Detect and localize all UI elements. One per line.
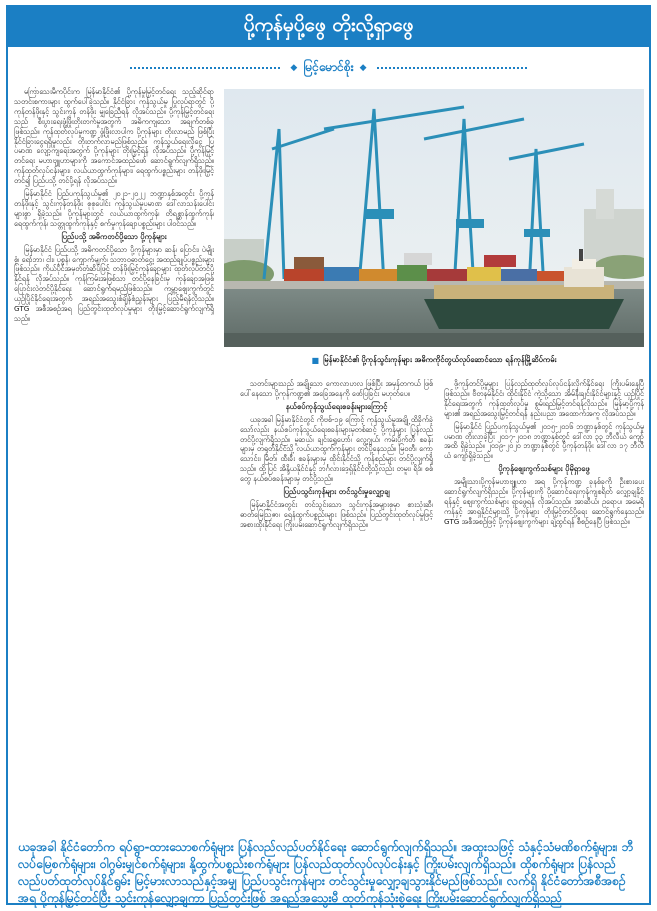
port-photo xyxy=(224,89,644,347)
section-heading: ပြည်ပသို့ အဓိကတင်ပို့သော ပို့ကုန်များ xyxy=(61,231,167,241)
headline: ပို့ကုန်မှပို့ဖွေ တိုးလို့ရှာဖွေ xyxy=(243,14,414,36)
paragraph: ယခုအခါ မြန်မာနိုင်ငံတွင် ကိုဗစ်-၁၉ ကြောင့် ကုန်သွယ်မှုအချို့ ထိခိုက်ခဲ့သော်လည်း နယ်စပ်ကုန်သွယ်ရေးစခန်းများမှတစ်ဆင့် ပို့ကုန်များ ပြန်လည်တင်ပို့လျက်ရှိသည်။ မူဆယ်၊ ချင်းရွှေဟော်၊ လွေ့ဂျယ်၊ ကမ်းပိုက်တီ စခန်းများမှ တရုတ်နိုင်ငံသို့ လယ်ယာထွက်ကုန်များ တင်ပို့နေသည်။ မြဝတီ၊ ကော့သောင်း၊ မြိတ်၊ ထီးခီး စခန်းများမှ ထိုင်းနိုင်ငံသို့ ကုန်စည်များ တင်ပို့လျက်ရှိသည်။ ထို့ပြင် အိန္ဒိယနိုင်ငံနှင့် ဘင်္ဂလားဒေ့ရှ်နိုင်ငံတို့သို့လည်း တမူး၊ ရိဒ်၊ စစ်တွေ နယ်စပ်စခန်းများမှ တင်ပို့သည်။ xyxy=(240,414,433,484)
paragraph: မြန်မာနိုင်ငံ ပြည်ပကုန်သွယ်မှု၏ ၂၀၂၁-၂၀၂၂ ဘဏ္ဍာနှစ်အတွင်း ပို့ကုန်တန်ဖိုးနှင့် သွင်းကုန်တန်ဖိုး စုစုပေါင်း ကုန်သွယ်မှုပမာဏ ဒေါ်လာသန်းပေါင်းများစွာ ရှိခဲ့သည်။ ပို့ကုန်များတွင် လယ်ယာထွက်ကုန်၊ တိရစ္ဆာန်ထွက်ကုန်၊ ရေထွက်ကုန်၊ သတ္တုထွက်ကုန်နှင့် စက်မှုကုန်ချောပစ္စည်းများ ပါဝင်သည်။ xyxy=(14,189,214,228)
photo-caption xyxy=(224,349,644,371)
byline-row xyxy=(8,57,649,79)
caption-bullet-icon: ■ xyxy=(311,355,320,365)
port-cranes-illustration xyxy=(224,89,644,347)
headline-band xyxy=(8,7,649,47)
section-heading: ပြည်ပသွင်းကုန်များ တင်သွင်းမှုလျှော့ချ xyxy=(283,487,390,497)
caption-text: မြန်မာနိုင်ငံ၏ ပို့ကုန်သွင်းကုန်များ အဓိကကိုင်တွယ်လုပ်ဆောင်သော ရန်ကုန်မြို့ဆိပ်ကမ်း xyxy=(323,354,557,364)
paragraph: မကြာသေးမီကပိုင်းက မြန်မာနိုင်ငံ၏ ပို့ကုန်မှုမြှင့်တင်ရေး သည့်ဆိုင်ရာ သတင်းစကားများ ထွက်ပေါ်ခဲ့သည်။ နိုင်ငံခြား ကုန်သွယ်မှု ပြုလုပ်ရာတွင် ပို့ကုန်တန်ဖိုးနှင့် သွင်းကုန် တန်ဖိုး မျှခြေညီရန် လိုအပ်သည်။ ပို့ကုန်မြှင့်တင်ရေးသည် စီးပွားရေးဖွံ့ဖြိုးတိုးတက်မှုအတွက် အဓိကကျသော အချက်တစ်ခု ဖြစ်သည်။ ကုန်ထုတ်လုပ်မှုကဏ္ဍ ဖွံ့ဖြိုးလာပါက ပို့ကုန်များ တိုးလာမည် ဖြစ်ပြီး နိုင်ငံခြားငွေရရှိမှုလည်း တိုးတက်လာမည်ဖြစ်သည်။ ကုန်သွယ်ရေးလိုငွေ ပြပမာဏ လျော့ကျရေးအတွက် ပို့ကုန်များ တိုးမြှင့်ရန် လိုအပ်သည်။ ပို့ကုန်မြှင့်တင်ရေး မဟာဗျူဟာများကို အကောင်အထည်ဖော် ဆောင်ရွက်လျက်ရှိသည်။ ကုန်ထုတ်လုပ်ငန်းများ၊ လယ်ယာထွက်ကုန်များ၊ ရေထွက်ပစ္စည်းများ တန်ဖိုးမြှင့်တင်၍ ပြည်ပသို့ တင်ပို့ရန် လိုအပ်သည်။ xyxy=(14,87,214,186)
byline-rule-right xyxy=(377,67,527,69)
byline: မြင့်မောင်စိုး xyxy=(303,60,354,74)
paragraph: မြန်မာနိုင်ငံအတွင်း တင်သွင်းသော သွင်းကုန်အများစုမှာ စားသုံးဆီ၊ ဓာတ်မြေဩဇာ၊ ရေနံထွက်ပစ္စည်းများ ဖြစ်သည်။ ပြည်တွင်းထုတ်လုပ်မှုဖြင့် အစားထိုးနိုင်ရေး ကြိုးပမ်းဆောင်ရွက်လျက်ရှိသည်။ xyxy=(240,499,433,529)
section-heading: နယ်စပ်ကုန်သွယ်ရေးစခန်းများကြောင့် xyxy=(285,401,388,411)
right-column xyxy=(444,379,644,832)
diamond-icon: ◆ xyxy=(359,63,367,73)
paragraph: ဖို့ကုန်တင်ပို့မှုများ ပြန်လည်ထုတ်လုပ်လုပ်ငန်းလိုက်နိုင်ရေး ကြိုးပမ်းနေပြီ ဖြစ်သည်။ ဗီတနမ်နိုင်ငံ၊ ထိုင်းနိုင်ငံ ကဲ့သို့သော အိမ်နီးချင်းနိုင်ငံများနှင့် ယှဉ်ပြိုင်နိုင်ရေးအတွက် ကုန်ထုတ်လုပ်မှု စွမ်းရည်မြှင့်တင်ရန်လိုသည်။ မြန်မာ့ပို့ကုန်များ၏ အရည်အသွေးမြှင့်တင်ရန် နည်းပညာ အထောက်အကူ လိုအပ်သည်။ xyxy=(444,379,644,418)
diamond-icon: ◆ xyxy=(290,63,298,73)
byline-rule-left xyxy=(130,67,280,69)
article-frame xyxy=(6,5,651,905)
paragraph: အမျိုးသားပို့ကုန်မဟာဗျူဟာ အရ ပို့ကုန်ကဏ္ဍ ခုနစ်ခုကို ဦးစားပေးဆောင်ရွက်လျက်ရှိသည်။ ပို့ကုန်များကို ပို့ဆောင်ရေးကုန်ကျစရိတ် လျှော့ချနိုင်ရန်နှင့် စျေးကွက်သစ်များ ရှာဖွေရန် လိုအပ်သည်။ အာဆီယံ၊ ဥရောပ၊ အမေရိကန်နှင့် အာရှနိုင်ငံများသို့ ပို့ကုန်များ တိုးမြှင့်တင်ပို့ရေး ဆောင်ရွက်နေသည်။ GTG အစီအစဉ်ဖြင့် ပို့ကုန်စျေးကွက်များ ချဲ့ထွင်ရန် စီစဉ်နေပြီ ဖြစ်သည်။ xyxy=(444,477,644,526)
paragraph: မြန်မာနိုင်ငံ ပြည်ပကုန်သွယ်မှု၏ ၂၀၁၅-၂၀၁၆ ဘဏ္ဍာနှစ်တွင် ကုန်သွယ်မှုပမာဏ တိုးလာခဲ့ပြီး ၂၀၁၇-၂၀၁၈ ဘဏ္ဍာနှစ်တွင် ဒေါ်လာ ၃၃ ဘီလီယံ ကျော်အထိ ရှိခဲ့သည်။ ၂၀၁၉-၂၀၂၀ ဘဏ္ဍာနှစ်တွင် ပို့ကုန်တန်ဖိုး ဒေါ်လာ ၁၇ ဘီလီယံ ကျော်ရှိခဲ့သည်။ xyxy=(444,421,644,461)
left-column xyxy=(14,87,214,832)
pull-quote: ယခုအခါ နိုင်ငံတော်က ရပ်ရွာ-ထားသောစက်ရုံများ ပြန်လည်လည်ပတ်နိုင်ရေး ဆောင်ရွက်လျက်ရှိသည်။ အထူးသဖြင့် သံနှင့်သံမဏိစက်ရုံများ၊ ဘီလပ်မြေစက်ရုံများ၊ ဝါဂွမ်းမျှင်စက်ရုံများ၊ နို့ထွက်ပစ္စည်းစက်ရုံများ ပြန်လည်ထုတ်လုပ်လုပ်ငန်းနှင့် ကြိုးပမ်းလျက်ရှိသည်။ ထိုစက်ရုံများ ပြန်လည်လည်ပတ်ထုတ်လုပ်နိုင်ရွမ်း မြင့်မားလာသည်နှင့်အမျှ ပြည်ပသွင်းကုန်များ တင်သွင်းမှုလျှော့ချသွားနိုင်မည်ဖြစ်သည်။ လက်ရှိ နိုင်ငံတော်အစီအစဉ်အရ ပို့ကုန်မြှင့်တင်ပြီး သွင်းကုန်လျှော့ချကာ ပြည်တွင်းဖြစ် အရည်အသွေးမီ ထုတ်ကုန်သုံးစွဲရေး ကြိုးပမ်းဆောင်ရွက်လျက်ရှိသည် xyxy=(18,840,634,905)
middle-column xyxy=(240,379,433,832)
paragraph: သတင်းများသည် အချို့သော ကောလာဟလ ဖြစ်ပြီး အမှန်တကယ် ဖြစ်ပေါ်နေသော ပို့ကုန်ကဏ္ဍ၏ အခြေအနေကို ဖော်ပြခြင်း မဟုတ်ပေ။ xyxy=(240,379,433,398)
byline-group xyxy=(290,59,366,77)
paragraph: မြန်မာနိုင်ငံ ပြည်ပသို့ အဓိကတင်ပို့သော ပို့ကုန်များမှာ ဆန်၊ ပြောင်း၊ ပဲမျိုးစုံ၊ ရော်ဘာ၊ ငါး၊ ပုစွန်၊ ကျောက်မျက်၊ သဘာဝဓာတ်ငွေ့၊ အထည်ချုပ်ပစ္စည်းများ ဖြစ်သည်။ ကိုယ်ပိုင်အမှတ်တံဆိပ်ဖြင့် တန်ဖိုးမြှင့်ကုန်ချောများ ထုတ်လုပ်တင်ပို့နိုင်ရန် လိုအပ်သည်။ ကုန်ကြမ်းအဖြစ်သာ တင်ပို့နေခြင်းမှ ကုန်ချောအဖြစ် ပြောင်းလဲတင်ပို့နိုင်ရေး ဆောင်ရွက်ရမည်ဖြစ်သည်။ ကမ္ဘာ့စျေးကွက်တွင် ယှဉ်ပြိုင်နိုင်ရေးအတွက် အရည်အသွေးစံချိန်စံညွှန်းများ ပြည့်မီရန်လိုသည်။ GTG အစီအစဉ်အရ ပြည်တွင်းထုတ်လုပ်မှုများ တိုးမြှင့်ဆောင်ရွက်လျက်ရှိသည်။ xyxy=(14,244,214,323)
section-heading: ပို့ကုန်စျေးကွက်သစ်များ ပိုမိုရှာဖွေ xyxy=(498,464,590,474)
